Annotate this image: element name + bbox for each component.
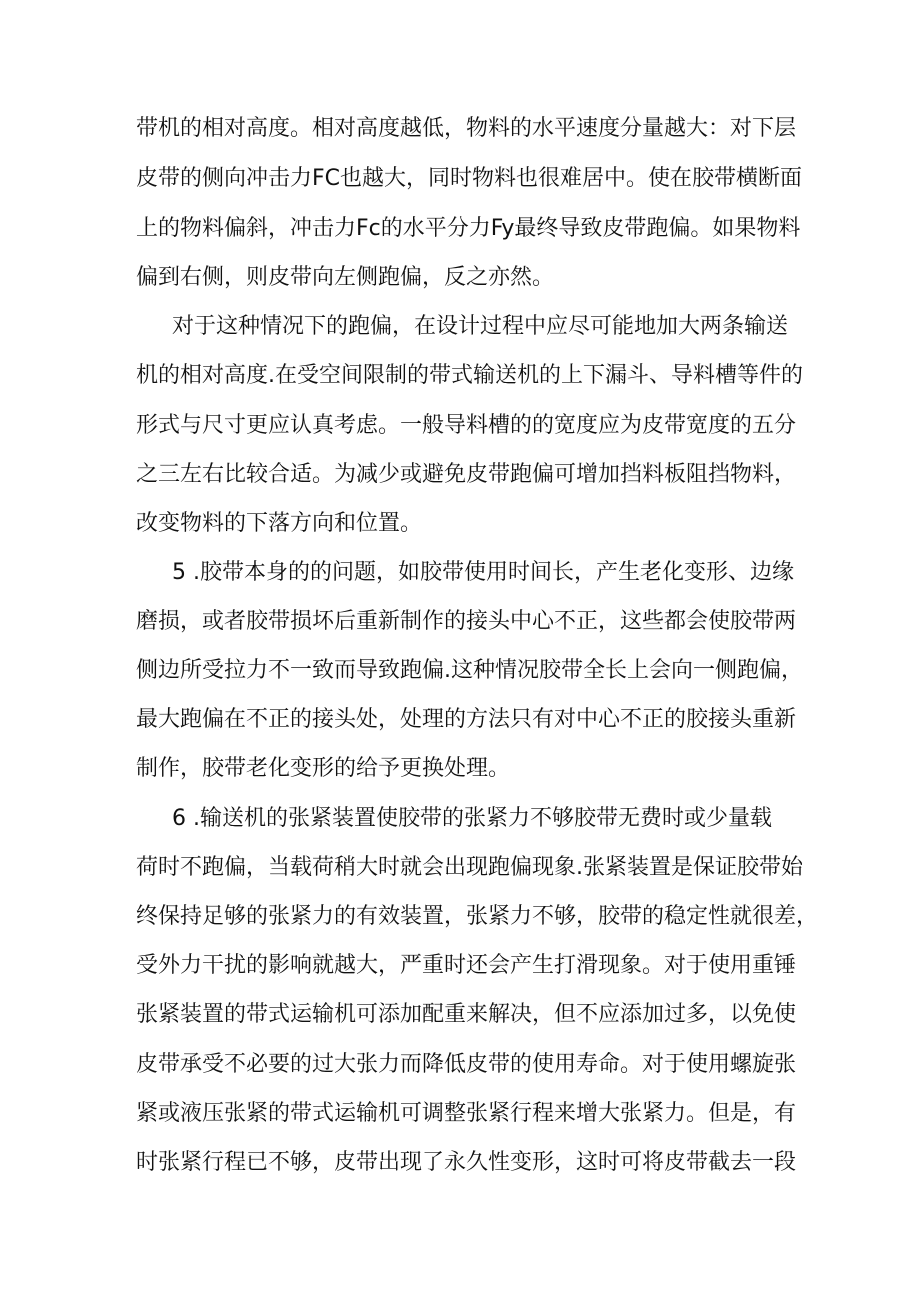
text-line: 受外力干扰的影响就越大，严重时还会产生打滑现象。对于使用重锤 [136, 953, 797, 978]
text-line: 张紧装置的带式运输机可添加配重来解决，但不应添加过多，以免使 [136, 1002, 797, 1027]
text-line: 之三左右比较合适。为减少或避免皮带跑偏可增加挡料板阻挡物料， [136, 462, 797, 487]
text-line: 偏到右侧，则皮带向左侧跑偏，反之亦然。 [136, 265, 555, 290]
text-line: 最大跑偏在不正的接头处，处理的方法只有对中心不正的胶接头重新 [136, 707, 797, 732]
text-line: 皮带承受不必要的过大张力而降低皮带的使用寿命。对于使用螺旋张 [136, 1052, 797, 1077]
text-line: 机的相对高度.在受空间限制的带式输送机的上下漏斗、导料槽等件的 [136, 363, 803, 388]
text-line: 紧或液压张紧的带式运输机可调整张紧行程来增大张紧力。但是，有 [136, 1101, 797, 1126]
text-line: 皮带的侧向冲击力FC也越大，同时物料也很难居中。使在胶带横断面 [136, 166, 803, 191]
text-line: 6 .输送机的张紧装置使胶带的张紧力不够胶带无费时或少量载 [172, 806, 772, 831]
text-line: 终保持足够的张紧力的有效装置，张紧力不够，胶带的稳定性就很差， [136, 904, 819, 929]
text-line: 荷时不跑偏，当载荷稍大时就会出现跑偏现象.张紧装置是保证胶带始 [136, 855, 803, 880]
text-line: 侧边所受拉力不一致而导致跑偏.这种情况胶带全长上会向一侧跑偏， [136, 658, 803, 683]
text-line: 上的物料偏斜，冲击力Fc的水平分力Fy最终导致皮带跑偏。如果物料 [136, 216, 801, 241]
text-line: 改变物料的下落方向和位置。 [136, 511, 423, 536]
text-line: 对于这种情况下的跑偏，在设计过程中应尽可能地加大两条输送 [172, 314, 789, 339]
text-line: 制作，胶带老化变形的给予更换处理。 [136, 756, 511, 781]
text-line: 带机的相对高度。相对高度越低，物料的水平速度分量越大：对下层 [136, 116, 797, 141]
text-line: 5 .胶带本身的的问题，如胶带使用时间长，产生老化变形、边缘 [172, 560, 794, 585]
text-line: 时张紧行程已不够，皮带出现了永久性变形，这时可将皮带截去一段 [136, 1150, 797, 1175]
text-line: 磨损，或者胶带损坏后重新制作的接头中心不正，这些都会使胶带两 [136, 609, 797, 634]
text-line: 形式与尺寸更应认真考虑。一般导料槽的的宽度应为皮带宽度的五分 [136, 413, 797, 438]
